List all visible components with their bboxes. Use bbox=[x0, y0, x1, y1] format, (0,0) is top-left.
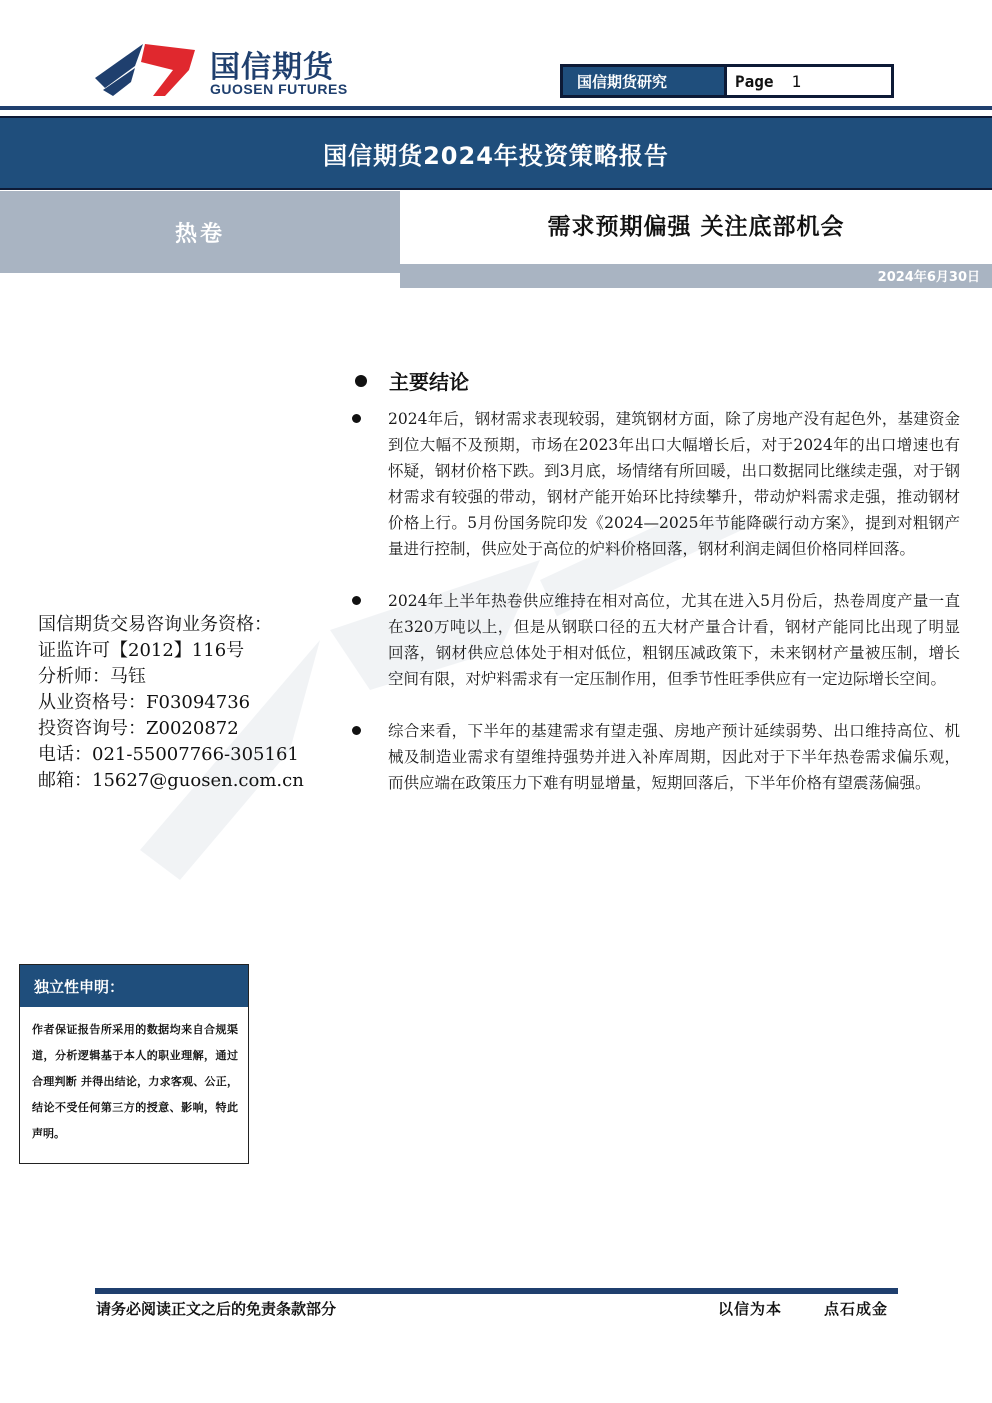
conclusion-item bbox=[352, 588, 960, 692]
department-label: 国信期货研究 bbox=[563, 67, 727, 95]
page-number: 1 bbox=[791, 71, 802, 91]
report-date: 2024年6月30日 bbox=[877, 270, 980, 285]
independence-title: 独立性申明： bbox=[20, 965, 248, 1007]
conclusion-text: 2024年后，钢材需求表现较弱，建筑钢材方面，除了房地产没有起色外，基建资金到位大幅不及预期，市场在2023年出口大幅增长后，对于2024年的出口增速也有怀疑，钢材价格下跌。到3月底，场情绪有所回暖，出口数据同比继续走强，对于钢材需求有较强的带动，钢材产能开始环比持续攀升，带动炉料需求走强，推动钢材价格上行。5月份国务院印发《2024—2025年节能降碳行动方案》，提到对粗钢产量进行控制，供应处于高位的炉料价格回落，钢材利润走阔但价格同样回落。 bbox=[388, 410, 960, 558]
conclusion-item bbox=[352, 406, 960, 562]
bullet-icon bbox=[352, 596, 361, 605]
footer-rule bbox=[95, 1288, 898, 1294]
report-title: 国信期货2024年投资策略报告 bbox=[323, 141, 669, 170]
header-rule bbox=[0, 106, 992, 110]
brand-name-en: GUOSEN FUTURES bbox=[210, 81, 348, 97]
analyst-contact bbox=[38, 612, 304, 794]
page-label: Page bbox=[735, 71, 774, 91]
qualification-line: 国信期货交易咨询业务资格： bbox=[38, 614, 272, 635]
conclusions-title: 主要结论 bbox=[389, 370, 469, 394]
conclusion-text: 2024年上半年热卷供应维持在相对高位，尤其在进入5月份后，热卷周度产量一直在320万吨以上，但是从钢联口径的五大材产量合计看，钢材产能同比出现了明显回落，钢材供应总体处于相对低位，粗钢压减政策下，未来钢材产量被压制，增长空间有限，对炉料需求有一定压制作用，但季节性旺季供应有一定边际增长空间。 bbox=[388, 592, 960, 688]
conclusion-text: 综合来看，下半年的基建需求有望走强、房地产预计延续弱势、出口维持高位、机械及制造业需求有望维持强势并进入补库周期，因此对于下半年热卷需求偏乐观，而供应端在政策压力下难有明显增量，短期回落后，下半年价格有望震荡偏强。 bbox=[388, 722, 960, 792]
bullet-icon bbox=[352, 414, 361, 423]
footer-motto-2: 点石成金 bbox=[824, 1300, 889, 1318]
analyst-line: 分析师：马钰 bbox=[38, 666, 146, 687]
report-headline: 需求预期偏强 关注底部机会 bbox=[547, 212, 845, 240]
page-indicator bbox=[727, 67, 891, 95]
conclusions-heading bbox=[355, 366, 469, 395]
heading-bullet-icon bbox=[355, 375, 367, 387]
category-label: 热卷 bbox=[174, 220, 225, 247]
consult-id-line: 投资咨询号：Z0020872 bbox=[38, 718, 239, 739]
brand-name-cn: 国信期货 bbox=[210, 50, 334, 85]
independence-statement-box bbox=[19, 964, 249, 1164]
guosen-logo-icon bbox=[95, 40, 200, 100]
footer-motto-1: 以信为本 bbox=[718, 1300, 783, 1318]
category-panel bbox=[0, 191, 400, 273]
bullet-icon bbox=[352, 726, 361, 735]
independence-body: 作者保证报告所采用的数据均来自合规渠道，分析逻辑基于本人的职业理解，通过合理判断 并得出结论，力求客观、公正，结论不受任何第三方的授意、影响，特此声明。 bbox=[32, 1023, 238, 1140]
practice-id-line: 从业资格号：F03094736 bbox=[38, 692, 251, 713]
conclusion-item bbox=[352, 718, 960, 796]
email-line: 邮箱：15627@guosen.com.cn bbox=[38, 770, 304, 791]
license-line: 证监许可【2012】116号 bbox=[38, 640, 245, 661]
footer-disclaimer: 请务必阅读正文之后的免责条款部分 bbox=[96, 1300, 337, 1318]
title-banner bbox=[0, 116, 992, 190]
phone-line: 电话：021-55007766-305161 bbox=[38, 744, 299, 765]
header-info-box bbox=[560, 64, 894, 98]
